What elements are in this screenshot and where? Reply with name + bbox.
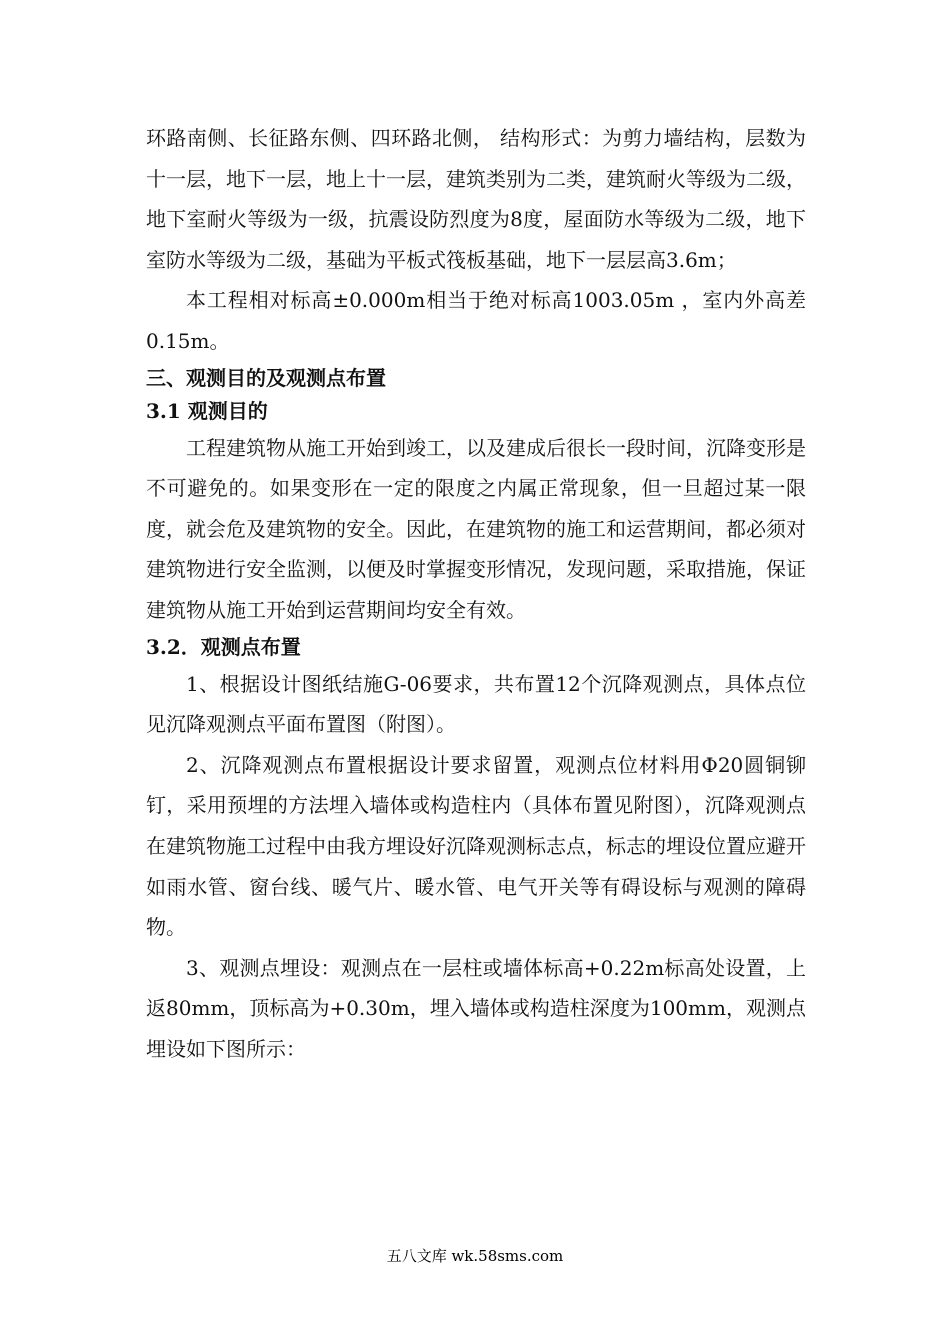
paragraph-elevation: 本工程相对标高±0.000m相当于绝对标高1003.05m ，室内外高差0.15m。 bbox=[146, 288, 806, 353]
page-footer-watermark: 五八文库 wk.58sms.com bbox=[386, 1247, 564, 1265]
paragraph-observation-purpose: 工程建筑物从施工开始到竣工，以及建成后很长一段时间，沉降变形是不可避免的。如果变形在一定的限度之内属正常现象，但一旦超过某一限度，就会危及建筑物的安全。因此，在建筑物的施工和运营期间，都必须对建筑物进行安全监测，以便及时掌握变形情况，发现问题，采取措施，保证建筑物从施工开始到运营期间均安全有效。 bbox=[146, 435, 806, 622]
section-3-2-heading: 3.2．观测点布置 bbox=[146, 634, 301, 659]
list-item: 3、观测点埋设：观测点在一层柱或墙体标高+0.22m标高处设置，上返80mm，顶标高为+0.30m，埋入墙体或构造柱深度为100mm，观测点埋设如下图所示： bbox=[146, 955, 806, 1061]
section-3-1-heading: 3.1 观测目的 bbox=[146, 398, 268, 423]
paragraph-project-overview: 环路南侧、长征路东侧、四环路北侧， 结构形式：为剪力墙结构，层数为十一层，地下一层，地上十一层，建筑类别为二类，建筑耐火等级为二级，地下室耐火等级为一级，抗震设防烈度为8度，屋面防水等级为二级，地下室防水等级为二级，基础为平板式筏板基础，地下一层层高3.6m； bbox=[146, 126, 806, 272]
list-item: 1、根据设计图纸结施G-06要求，共布置12个沉降观测点，具体点位见沉降观测点平面布置图（附图）。 bbox=[146, 671, 806, 737]
document-body bbox=[146, 118, 806, 1069]
section-3-heading: 三、观测目的及观测点布置 bbox=[146, 365, 386, 390]
list-item: 2、沉降观测点布置根据设计要求留置，观测点位材料用Φ20圆铜铆钉，采用预埋的方法埋入墙体或构造柱内（具体布置见附图），沉降观测点在建筑物施工过程中由我方埋设好沉降观测标志点，标志的埋设位置应避开如雨水管、窗台线、暖气片、暖水管、电气开关等有碍设标与观测的障碍物。 bbox=[146, 752, 806, 940]
